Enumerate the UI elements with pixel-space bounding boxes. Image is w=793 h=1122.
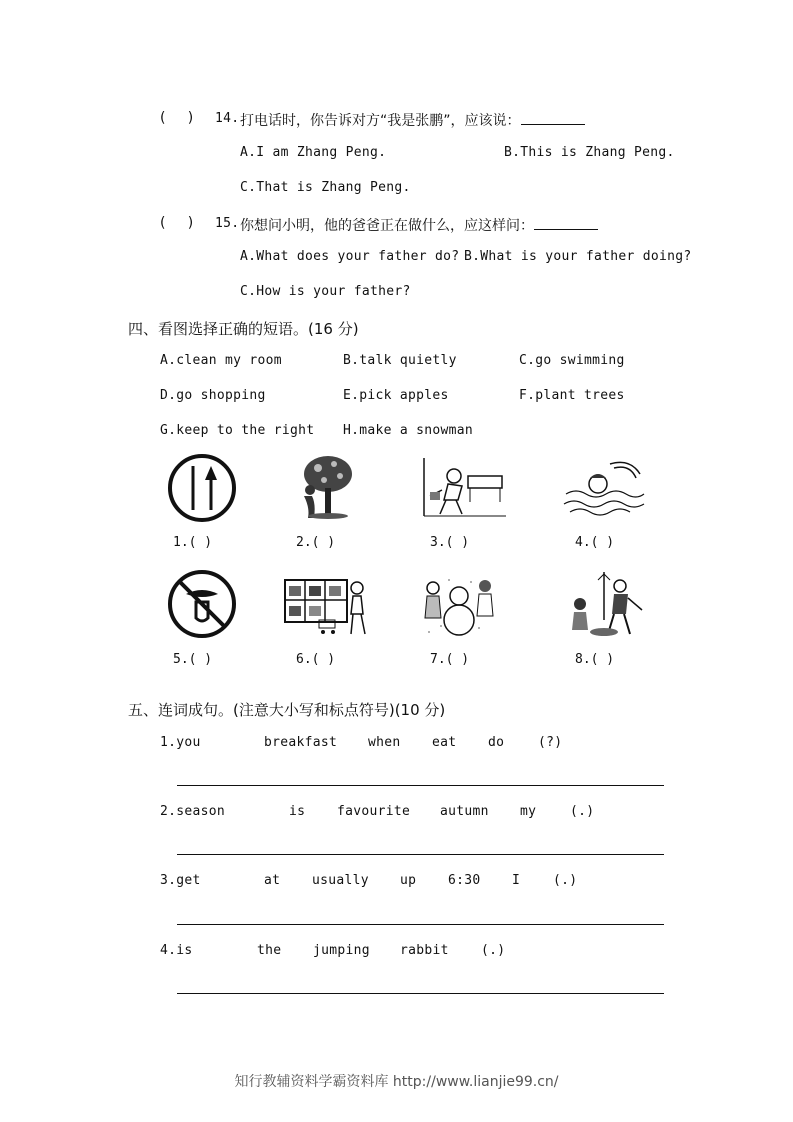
scrambled-word: eat <box>432 735 457 750</box>
scrambled-word: breakfast <box>264 735 338 750</box>
picture-label-2[interactable]: 2.( ) <box>296 535 336 550</box>
phrase-option: F.plant trees <box>519 388 625 403</box>
scrambled-word: favourite <box>337 804 411 819</box>
option-b-15[interactable]: B.What is your father doing? <box>464 249 692 264</box>
picture-label-8[interactable]: 8.( ) <box>575 652 615 667</box>
scrambled-word: (.) <box>481 943 506 958</box>
scrambled-word: at <box>264 873 281 888</box>
scrambled-word: rabbit <box>400 943 449 958</box>
picture-label-7[interactable]: 7.( ) <box>430 652 470 667</box>
scrambled-word: 3.get <box>160 873 201 888</box>
phrase-option: A.clean my room <box>160 353 282 368</box>
answer-line-4[interactable] <box>177 993 664 994</box>
scrambled-word: up <box>400 873 417 888</box>
scrambled-word: my <box>520 804 537 819</box>
scrambled-word: 2.season <box>160 804 226 819</box>
option-a-15[interactable]: A.What does your father do? <box>240 249 460 264</box>
option-a-14[interactable]: A.I am Zhang Peng. <box>240 145 387 160</box>
answer-blank-15[interactable] <box>534 215 598 230</box>
section-4-title: 四、看图选择正确的短语。(16 分) <box>128 320 359 338</box>
option-b-14[interactable]: B.This is Zhang Peng. <box>504 145 675 160</box>
question-number-14: 14. <box>215 111 240 126</box>
scrambled-word: (?) <box>538 735 563 750</box>
option-c-15[interactable]: C.How is your father? <box>240 284 411 299</box>
answer-line-3[interactable] <box>177 924 664 925</box>
option-c-14[interactable]: C.That is Zhang Peng. <box>240 180 411 195</box>
tree-icon <box>294 452 358 522</box>
scrambled-word: is <box>289 804 306 819</box>
scrambled-word: do <box>488 735 505 750</box>
footer-watermark: 知行教辅资料学霸资料库 http://www.lianjie99.cn/ <box>234 1074 559 1090</box>
section-5-title: 五、连词成句。(注意大小写和标点符号)(10 分) <box>128 701 446 719</box>
snowman-icon <box>421 574 499 638</box>
phrase-option: D.go shopping <box>160 388 266 403</box>
answer-line-2[interactable] <box>177 854 664 855</box>
phrase-option: C.go swimming <box>519 353 625 368</box>
scrambled-word: (.) <box>553 873 578 888</box>
question-stem-15: 你想问小明，他的爸爸正在做什么，应这样问： <box>240 215 598 235</box>
scrambled-word: the <box>257 943 282 958</box>
scrambled-word: (.) <box>570 804 595 819</box>
cleaning-room-icon <box>418 456 506 520</box>
answer-blank-14[interactable] <box>521 110 585 125</box>
phrase-option: G.keep to the right <box>160 423 315 438</box>
planting-icon <box>568 570 646 640</box>
scrambled-word: usually <box>312 873 369 888</box>
answer-paren-14[interactable]: ( ) <box>160 110 194 126</box>
phrase-option: B.talk quietly <box>343 353 457 368</box>
picture-label-5[interactable]: 5.( ) <box>173 652 213 667</box>
answer-paren-15[interactable]: ( ) <box>160 215 194 231</box>
question-stem-14: 打电话时，你告诉对方“我是张鹏”，应该说： <box>240 110 585 130</box>
shopping-icon <box>283 576 369 636</box>
picture-label-6[interactable]: 6.( ) <box>296 652 336 667</box>
scrambled-word: 1.you <box>160 735 201 750</box>
picture-label-1[interactable]: 1.( ) <box>173 535 213 550</box>
scrambled-word: when <box>368 735 401 750</box>
swimming-icon <box>560 454 646 520</box>
scrambled-word: 4.is <box>160 943 193 958</box>
scrambled-word: I <box>512 873 521 888</box>
phrase-option: H.make a snowman <box>343 423 474 438</box>
picture-label-4[interactable]: 4.( ) <box>575 535 615 550</box>
no-talking-sign-icon <box>166 568 238 640</box>
answer-line-1[interactable] <box>177 785 664 786</box>
scrambled-word: 6:30 <box>448 873 481 888</box>
question-number-15: 15. <box>215 216 240 231</box>
keep-right-sign-icon <box>166 452 238 524</box>
scrambled-word: jumping <box>313 943 370 958</box>
scrambled-word: autumn <box>440 804 489 819</box>
picture-label-3[interactable]: 3.( ) <box>430 535 470 550</box>
phrase-option: E.pick apples <box>343 388 449 403</box>
